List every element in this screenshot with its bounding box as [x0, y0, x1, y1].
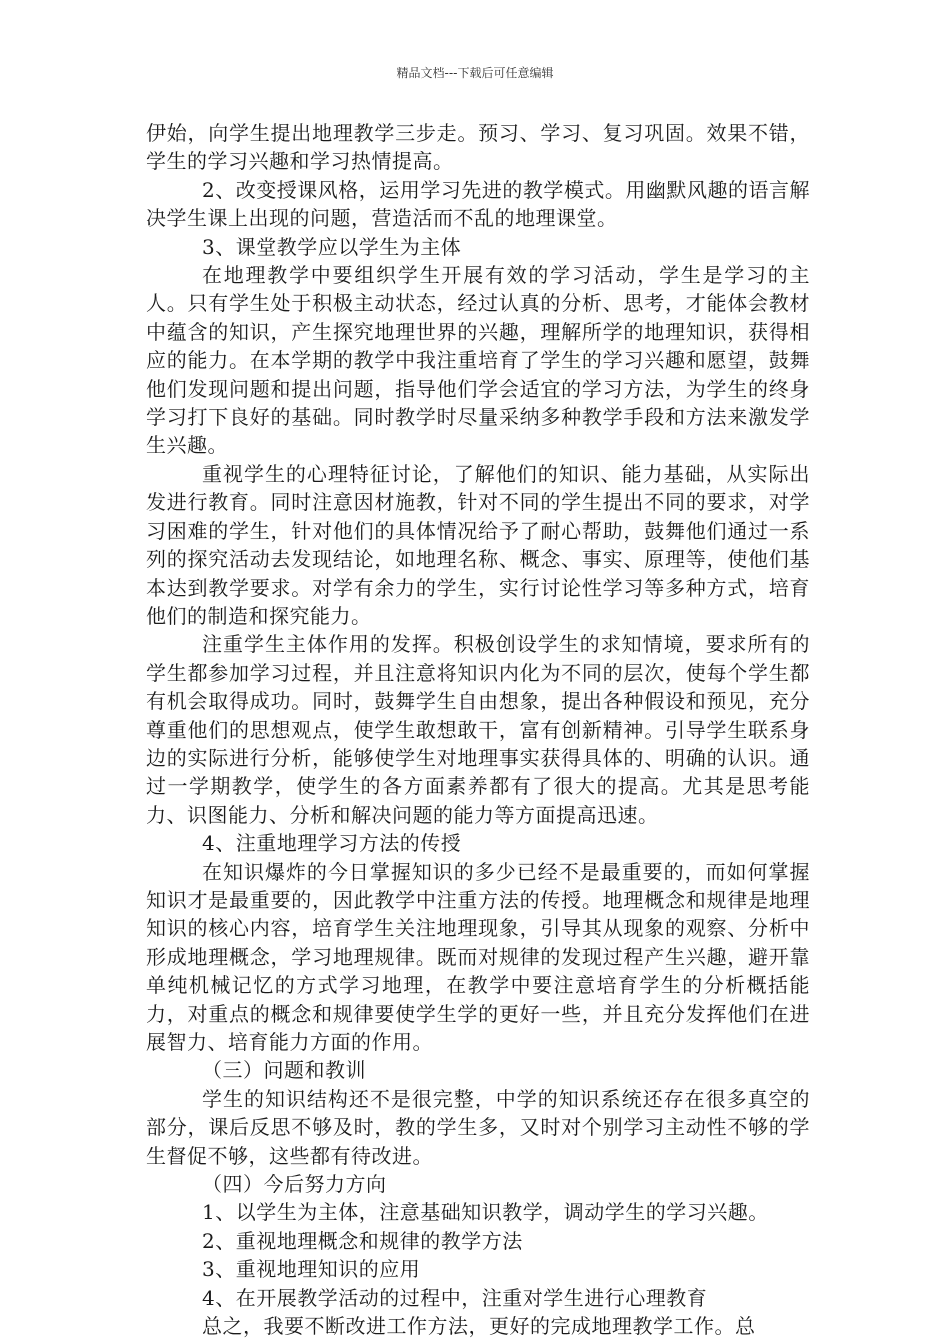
paragraph: 伊始，向学生提出地理教学三步走。预习、学习、复习巩固。效果不错，学生的学习兴趣和学习热情提高。 [146, 121, 810, 174]
paragraph: 2、改变授课风格，运用学习先进的教学模式。用幽默风趣的语言解决学生课上出现的问题，营造活而不乱的地理课堂。 [146, 177, 810, 231]
section-heading: （三）问题和教训 [202, 1058, 366, 1083]
page-header: 精品文档---下载后可任意编辑 [396, 66, 554, 80]
paragraph: 重视学生的心理特征讨论，了解他们的知识、能力基础，从实际出发进行教育。同时注意因材施教，针对不同的学生提出不同的要求，对学习困难的学生，针对他们的具体情况给予了耐心帮助，鼓舞他们通过一系列的探究活动去发现结论，如地理名称、概念、事实、原理等，使他们基本达到教学要求。对学有余力的学生，实行讨论性学习等多种方式，培育他们的制造和探究能力。 [146, 461, 810, 628]
paragraph: 在知识爆炸的今日掌握知识的多少已经不是最重要的，而如何掌握知识才是最重要的，因此教学中注重方法的传授。地理概念和规律是地理知识的核心内容，培育学生关注地理现象，引导其从现象的观察、分析中形成地理概念，学习地理规律。既而对规律的发现过程产生兴趣，避开靠单纯机械记忆的方式学习地理，在教学中要注意培育学生的分析概括能力，对重点的概念和规律要使学生学的更好一些，并且充分发挥他们在进展智力、培育能力方面的作用。 [146, 859, 810, 1054]
section-heading: 3、课堂教学应以学生为主体 [202, 234, 462, 259]
paragraph: 学生的知识结构还不是很完整，中学的知识系统还存在很多真空的部分，课后反思不够及时，教的学生多，又时对个别学习主动性不够的学生督促不够，这些都有待改进。 [146, 1086, 810, 1168]
section-heading: （四）今后努力方向 [202, 1172, 387, 1197]
list-item: 1、以学生为主体，注意基础知识教学，调动学生的学习兴趣。 [202, 1200, 769, 1225]
section-heading: 4、注重地理学习方法的传授 [202, 831, 462, 856]
paragraph: 注重学生主体作用的发挥。积极创设学生的求知情境，要求所有的学生都参加学习过程，并且注意将知识内化为不同的层次，使每个学生都有机会取得成功。同时，鼓舞学生自由想象，提出各种假设和预见，充分尊重他们的思想观点，使学生敢想敢干，富有创新精神。引导学生联系身边的实际进行分析，能够使学生对地理事实获得具体的、明确的认识。通过一学期教学，使学生的各方面素养都有了很大的提高。尤其是思考能力、识图能力、分析和解决问题的能力等方面提高迅速。 [146, 632, 810, 827]
list-item: 4、在开展教学活动的过程中，注重对学生进行心理教育 [202, 1285, 708, 1310]
document-body [146, 119, 810, 1340]
list-item: 3、重视地理知识的应用 [202, 1257, 421, 1282]
paragraph: 在地理教学中要组织学生开展有效的学习活动，学生是学习的主人。只有学生处于积极主动状态，经过认真的分析、思考，才能体会教材中蕴含的知识，产生探究地理世界的兴趣，理解所学的地理知识，获得相应的能力。在本学期的教学中我注重培育了学生的学习兴趣和愿望，鼓舞他们发现问题和提出问题，指导他们学会适宜的学习方法，为学生的终身学习打下良好的基础。同时教学时尽量采纳多种教学手段和方法来激发学生兴趣。 [146, 263, 810, 458]
list-item: 2、重视地理概念和规律的教学方法 [202, 1228, 523, 1253]
paragraph: 总之，我要不断改进工作方法，更好的完成地理教学工作。总 [202, 1314, 756, 1339]
